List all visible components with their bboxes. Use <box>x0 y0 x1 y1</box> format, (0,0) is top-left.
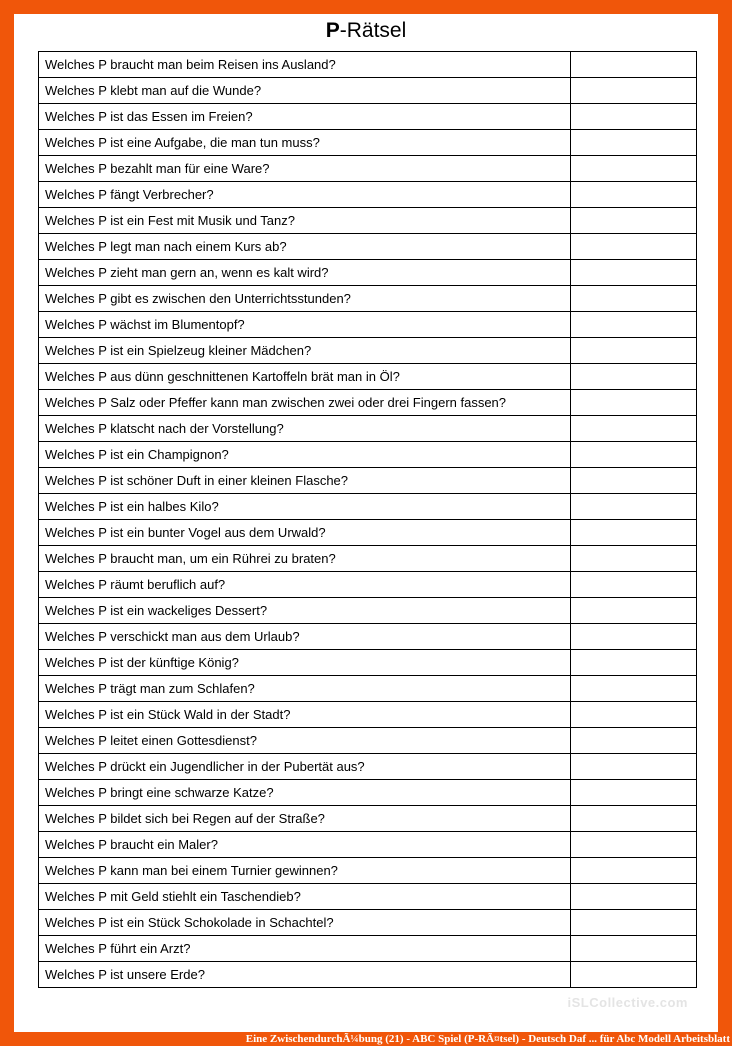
table-row <box>39 910 697 936</box>
answer-cell[interactable] <box>571 598 697 624</box>
answer-cell[interactable] <box>571 572 697 598</box>
table-row <box>39 962 697 988</box>
question-cell: Welches P braucht man beim Reisen ins Ausland? <box>39 52 571 78</box>
question-cell: Welches P klebt man auf die Wunde? <box>39 78 571 104</box>
answer-cell[interactable] <box>571 624 697 650</box>
table-row <box>39 754 697 780</box>
table-row <box>39 650 697 676</box>
table-row <box>39 676 697 702</box>
table-row <box>39 338 697 364</box>
question-cell: Welches P ist ein Fest mit Musik und Tanz? <box>39 208 571 234</box>
question-cell: Welches P ist ein Champignon? <box>39 442 571 468</box>
answer-cell[interactable] <box>571 468 697 494</box>
answer-cell[interactable] <box>571 104 697 130</box>
table-row <box>39 624 697 650</box>
answer-cell[interactable] <box>571 156 697 182</box>
question-cell: Welches P ist das Essen im Freien? <box>39 104 571 130</box>
question-cell: Welches P ist eine Aufgabe, die man tun muss? <box>39 130 571 156</box>
riddle-table-body <box>39 52 697 988</box>
title-letter: P <box>325 19 340 42</box>
question-cell: Welches P zieht man gern an, wenn es kalt wird? <box>39 260 571 286</box>
question-cell: Welches P ist ein wackeliges Dessert? <box>39 598 571 624</box>
table-row <box>39 806 697 832</box>
answer-cell[interactable] <box>571 390 697 416</box>
page-title <box>14 18 718 44</box>
answer-cell[interactable] <box>571 494 697 520</box>
question-cell: Welches P legt man nach einem Kurs ab? <box>39 234 571 260</box>
image-caption: Eine ZwischendurchÃ¼bung (21) - ABC Spiel (P-RÃ¤tsel) - Deutsch Daf ... für Abc Modell Arbeitsblatt <box>245 1033 730 1045</box>
table-row <box>39 598 697 624</box>
answer-cell[interactable] <box>571 858 697 884</box>
table-row <box>39 520 697 546</box>
answer-cell[interactable] <box>571 910 697 936</box>
question-cell: Welches P ist ein Stück Schokolade in Schachtel? <box>39 910 571 936</box>
question-cell: Welches P braucht man, um ein Rührei zu braten? <box>39 546 571 572</box>
table-row <box>39 104 697 130</box>
answer-cell[interactable] <box>571 728 697 754</box>
question-cell: Welches P klatscht nach der Vorstellung? <box>39 416 571 442</box>
question-cell: Welches P wächst im Blumentopf? <box>39 312 571 338</box>
question-cell: Welches P leitet einen Gottesdienst? <box>39 728 571 754</box>
question-cell: Welches P drückt ein Jugendlicher in der Pubertät aus? <box>39 754 571 780</box>
question-cell: Welches P bildet sich bei Regen auf der Straße? <box>39 806 571 832</box>
answer-cell[interactable] <box>571 416 697 442</box>
question-cell: Welches P ist unsere Erde? <box>39 962 571 988</box>
answer-cell[interactable] <box>571 182 697 208</box>
table-row <box>39 780 697 806</box>
riddle-table <box>38 51 697 988</box>
answer-cell[interactable] <box>571 208 697 234</box>
question-cell: Welches P ist schöner Duft in einer kleinen Flasche? <box>39 468 571 494</box>
question-cell: Welches P aus dünn geschnittenen Kartoffeln brät man in Öl? <box>39 364 571 390</box>
table-row <box>39 156 697 182</box>
table-row <box>39 728 697 754</box>
answer-cell[interactable] <box>571 832 697 858</box>
table-row <box>39 286 697 312</box>
answer-cell[interactable] <box>571 546 697 572</box>
table-row <box>39 572 697 598</box>
question-cell: Welches P mit Geld stiehlt ein Taschendieb? <box>39 884 571 910</box>
table-row <box>39 234 697 260</box>
table-row <box>39 702 697 728</box>
table-row <box>39 208 697 234</box>
answer-cell[interactable] <box>571 702 697 728</box>
question-cell: Welches P Salz oder Pfeffer kann man zwischen zwei oder drei Fingern fassen? <box>39 390 571 416</box>
answer-cell[interactable] <box>571 754 697 780</box>
question-cell: Welches P ist ein bunter Vogel aus dem Urwald? <box>39 520 571 546</box>
question-cell: Welches P trägt man zum Schlafen? <box>39 676 571 702</box>
question-cell: Welches P ist ein Spielzeug kleiner Mädchen? <box>39 338 571 364</box>
table-row <box>39 390 697 416</box>
table-row <box>39 546 697 572</box>
question-cell: Welches P gibt es zwischen den Unterrichtsstunden? <box>39 286 571 312</box>
answer-cell[interactable] <box>571 338 697 364</box>
answer-cell[interactable] <box>571 364 697 390</box>
table-row <box>39 78 697 104</box>
answer-cell[interactable] <box>571 286 697 312</box>
question-cell: Welches P bezahlt man für eine Ware? <box>39 156 571 182</box>
answer-cell[interactable] <box>571 52 697 78</box>
answer-cell[interactable] <box>571 962 697 988</box>
answer-cell[interactable] <box>571 884 697 910</box>
table-row <box>39 884 697 910</box>
table-row <box>39 312 697 338</box>
question-cell: Welches P braucht ein Maler? <box>39 832 571 858</box>
question-cell: Welches P ist ein halbes Kilo? <box>39 494 571 520</box>
table-row <box>39 260 697 286</box>
table-row <box>39 130 697 156</box>
answer-cell[interactable] <box>571 442 697 468</box>
answer-cell[interactable] <box>571 130 697 156</box>
table-row <box>39 832 697 858</box>
table-row <box>39 52 697 78</box>
question-cell: Welches P räumt beruflich auf? <box>39 572 571 598</box>
table-row <box>39 468 697 494</box>
answer-cell[interactable] <box>571 780 697 806</box>
worksheet-page <box>14 14 718 1032</box>
answer-cell[interactable] <box>571 806 697 832</box>
answer-cell[interactable] <box>571 78 697 104</box>
answer-cell[interactable] <box>571 650 697 676</box>
question-cell: Welches P ist ein Stück Wald in der Stadt? <box>39 702 571 728</box>
table-row <box>39 364 697 390</box>
table-row <box>39 182 697 208</box>
answer-cell[interactable] <box>571 676 697 702</box>
table-row <box>39 858 697 884</box>
table-row <box>39 494 697 520</box>
table-row <box>39 936 697 962</box>
question-cell: Welches P fängt Verbrecher? <box>39 182 571 208</box>
title-rest: -Rätsel <box>339 19 407 42</box>
table-row <box>39 416 697 442</box>
question-cell: Welches P bringt eine schwarze Katze? <box>39 780 571 806</box>
answer-cell[interactable] <box>571 312 697 338</box>
answer-cell[interactable] <box>571 936 697 962</box>
question-cell: Welches P kann man bei einem Turnier gewinnen? <box>39 858 571 884</box>
question-cell: Welches P verschickt man aus dem Urlaub? <box>39 624 571 650</box>
answer-cell[interactable] <box>571 260 697 286</box>
question-cell: Welches P ist der künftige König? <box>39 650 571 676</box>
table-row <box>39 442 697 468</box>
answer-cell[interactable] <box>571 234 697 260</box>
answer-cell[interactable] <box>571 520 697 546</box>
watermark: iSLCollective.com <box>567 995 688 1010</box>
question-cell: Welches P führt ein Arzt? <box>39 936 571 962</box>
